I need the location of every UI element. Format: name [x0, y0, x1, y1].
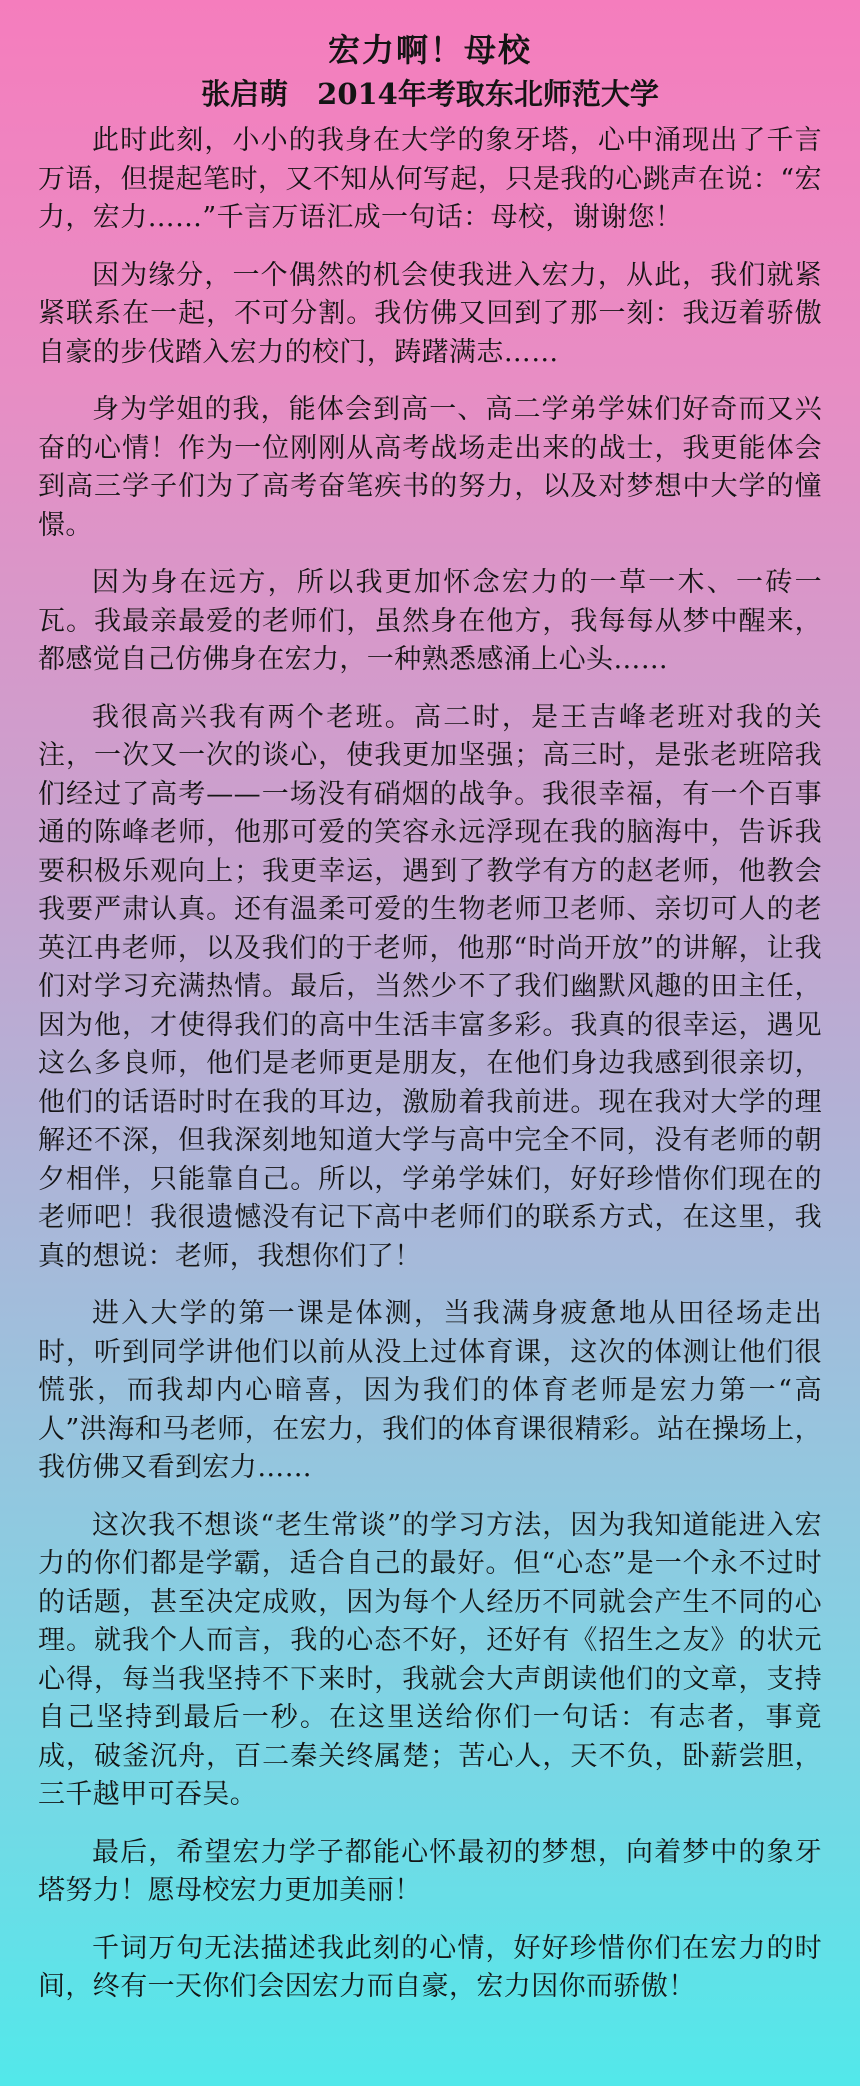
- paragraph-4: 因为身在远方，所以我更加怀念宏力的一草一木、一砖一瓦。我最亲最爱的老师们，虽然身在他方，我每每从梦中醒来，都感觉自己仿佛身在宏力，一种熟悉感涌上心头……: [38, 567, 822, 675]
- paragraph-7: 这次我不想谈“老生常谈”的学习方法，因为我知道能进入宏力的你们都是学霸，适合自己的最好。但“心态”是一个永不过时的话题，甚至决定成败，因为每个人经历不同就会产生不同的心理。就我个人而言，我的心态不好，还好有《招生之友》的状元心得，每当我坚持不下来时，我就会大声朗读他们的文章，支持自己坚持到最后一秒。在这里送给你们一句话：有志者，事竟成，破釜沉舟，百二秦关终属楚；苦心人，天不负，卧薪尝胆，三千越甲可吞吴。: [38, 1509, 822, 1810]
- paragraph-3: 身为学姐的我，能体会到高一、高二学弟学妹们好奇而又兴奋的心情！作为一位刚刚从高考战场走出来的战士，我更能体会到高三学子们为了高考奋笔疾书的努力，以及对梦想中大学的憧憬。: [38, 394, 822, 541]
- paragraph-9: 千词万句无法描述我此刻的心情，好好珍惜你们在宏力的时间，终有一天你们会因宏力而自豪，宏力因你而骄傲！: [38, 1932, 822, 2002]
- paragraph-6: 进入大学的第一课是体测，当我满身疲惫地从田径场走出时，听到同学讲他们以前从没上过体育课，这次的体测让他们很慌张，而我却内心暗喜，因为我们的体育老师是宏力第一“高人”洪海和马老师，在宏力，我们的体育课很精彩。站在操场上，我仿佛又看到宏力……: [38, 1298, 822, 1483]
- article-byline: 张启萌 2014年考取东北师范大学: [201, 77, 659, 111]
- paragraph-8: 最后，希望宏力学子都能心怀最初的梦想，向着梦中的象牙塔努力！愿母校宏力更加美丽！: [38, 1836, 822, 1906]
- paragraph-2: 因为缘分，一个偶然的机会使我进入宏力，从此，我们就紧紧联系在一起，不可分割。我仿佛又回到了那一刻：我迈着骄傲自豪的步伐踏入宏力的校门，踌躇满志……: [38, 259, 822, 368]
- article-title: 宏力啊！母校: [327, 31, 532, 69]
- paragraph-1: 此时此刻，小小的我身在大学的象牙塔，心中涌现出了千言万语，但提起笔时，又不知从何写起，只是我的心跳声在说：“宏力，宏力……”千言万语汇成一句话：母校，谢谢您！: [38, 125, 822, 233]
- paragraph-5: 我很高兴我有两个老班。高二时，是王吉峰老班对我的关注，一次又一次的谈心，使我更加坚强；高三时，是张老班陪我们经过了高考——一场没有硝烟的战争。我很幸福，有一个百事通的陈峰老师，他那可爱的笑容永远浮现在我的脑海中，告诉我要积极乐观向上；我更幸运，遇到了教学有方的赵老师，他教会我要严肃认真。还有温柔可爱的生物老师卫老师、亲切可人的老英江冉老师，以及我们的于老师，他那“时尚开放”的讲解，让我们对学习充满热情。最后，当然少不了我们幽默风趣的田主任，因为他，才使得我们的高中生活丰富多彩。我真的很幸运，遇见这么多良师，他们是老师更是朋友，在他们身边我感到很亲切，他们的话语时时在我的耳边，激励着我前进。现在我对大学的理解还不深，但我深刻地知道大学与高中完全不同，没有老师的朝夕相伴，只能靠自己。所以，学弟学妹们，好好珍惜你们现在的老师吧！我很遗憾没有记下高中老师们的联系方式，在这里，我真的想说：老师，我想你们了！: [38, 701, 822, 1272]
